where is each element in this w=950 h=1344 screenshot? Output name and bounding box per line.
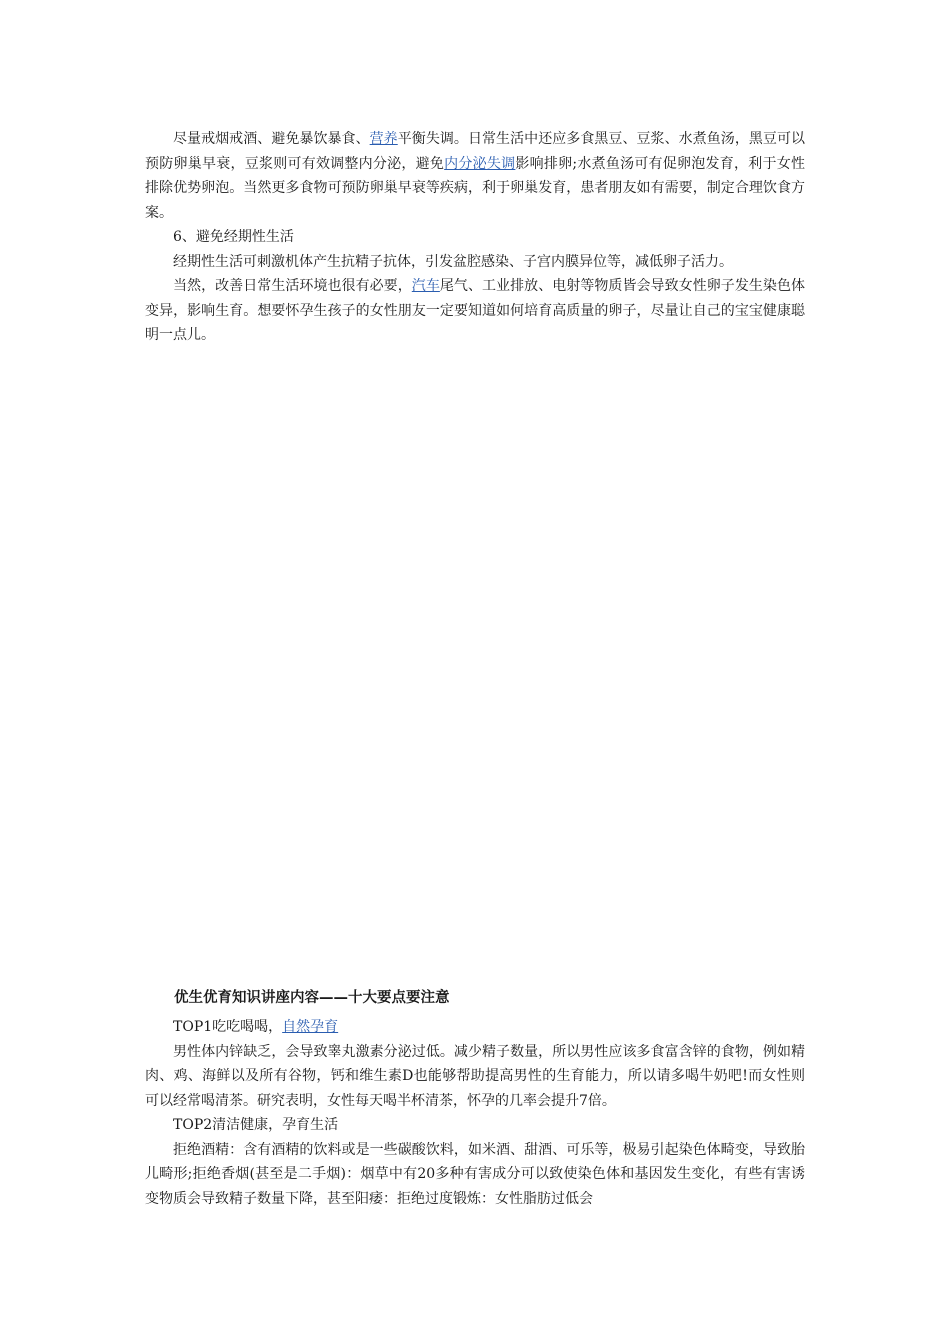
section-heading: 优生优育知识讲座内容——十大要点要注意 — [174, 990, 450, 1006]
article-section-2 — [145, 985, 805, 1211]
paragraph-menstrual: 经期性生活可刺激机体产生抗精子抗体，引发盆腔感染、子宫内膜异位等，减低卵子活力。 — [173, 253, 733, 270]
text: 平衡失调。日常生活中还应多食黑豆、豆浆、水煮鱼汤，黑豆可以预防卵巢早衰，豆浆则可有效调整内分泌，避免 — [145, 131, 806, 172]
text: 尾气、工业排放、电射等物质皆会导致女性卵子发生染色体变异，影响生育。想要怀孕生孩子的女性朋友一定要知道如何培育高质量的卵子，尽量让自己的宝宝健康聪明一点儿。 — [145, 278, 806, 343]
paragraph-top1: 男性体内锌缺乏，会导致睾丸激素分泌过低。减少精子数量，所以男性应该多食富含锌的食物，例如精肉、鸡、海鲜以及所有谷物，钙和维生素D也能够帮助提高男性的生育能力，所以请多喝牛奶吧!而女性则可以经常喝清茶。研究表明，女性每天喝半杯清茶，怀孕的几率会提升7倍。 — [145, 1043, 805, 1109]
paragraph-diet — [145, 127, 805, 225]
text: 尽量戒烟戒酒、避免暴饮暴食、 — [173, 131, 370, 147]
link-endocrine-disorder[interactable]: 内分泌失调 — [444, 155, 516, 172]
text: 影响排卵;水煮鱼汤可有促卵泡发育，利于女性排除优势卵泡。当然更多食物可预防卵巢早衰等疾病，利于卵巢发育，患者朋友如有需要，制定合理饮食方案。 — [145, 155, 806, 221]
link-car[interactable]: 汽车 — [411, 278, 440, 294]
paragraph-environment — [145, 274, 805, 348]
top1-title — [145, 1015, 805, 1040]
text: TOP1吃吃喝喝， — [173, 1019, 283, 1035]
link-nutrition[interactable]: 营养 — [369, 131, 398, 147]
paragraph-item-6: 6、避免经期性生活 — [173, 229, 294, 245]
top2-title: TOP2清洁健康，孕育生活 — [173, 1117, 339, 1133]
article-section-1 — [145, 127, 805, 348]
link-natural-conception[interactable]: 自然孕育 — [282, 1019, 339, 1035]
paragraph-top2: 拒绝酒精：含有酒精的饮料或是一些碳酸饮料，如米酒、甜酒、可乐等，极易引起染色体畸变，导致胎儿畸形;拒绝香烟(甚至是二手烟)：烟草中有20多种有害成分可以致使染色体和基因发生变化，有些有害诱变物质会导致精子数量下降，甚至阳痿：拒绝过度锻炼：女性脂肪过低会 — [145, 1141, 805, 1207]
text: 当然，改善日常生活环境也很有必要， — [173, 278, 412, 294]
